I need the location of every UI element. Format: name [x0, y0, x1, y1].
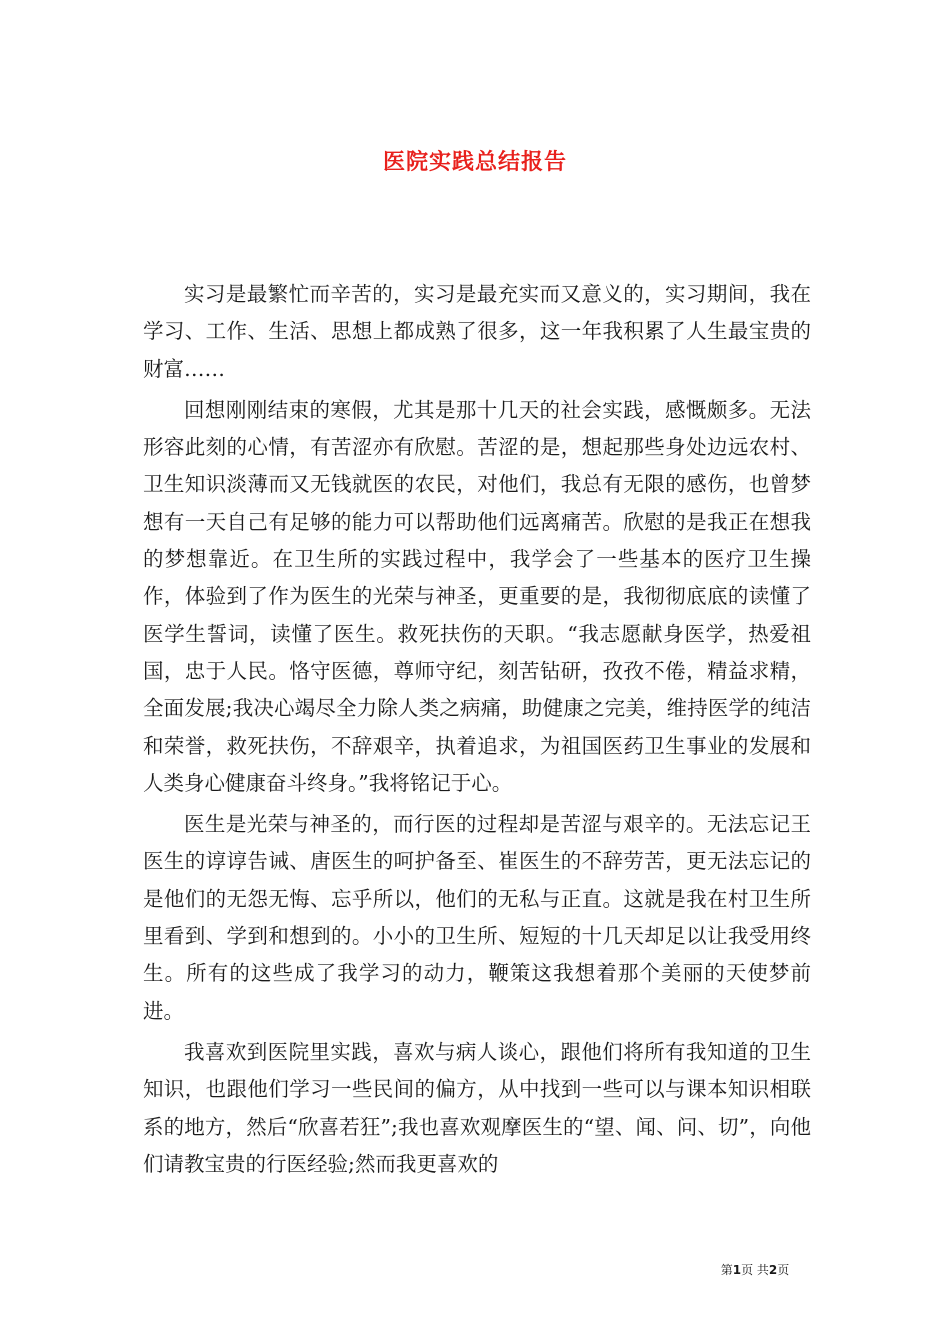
document-body	[143, 276, 811, 1183]
paragraph-doctors: 医生是光荣与神圣的，而行医的过程却是苦涩与艰辛的。无法忘记王医生的谆谆告诫、唐医生的呵护备至、崔医生的不辞劳苦，更无法忘记的是他们的无怨无悔、忘乎所以，他们的无私与正直。这就是我在村卫生所里看到、学到和想到的。小小的卫生所、短短的十几天却足以让我受用终生。所有的这些成了我学习的动力，鞭策这我想着那个美丽的天使梦前进。	[143, 812, 811, 1023]
page-number-footer	[690, 1262, 820, 1278]
current-page-number: 1	[732, 1263, 742, 1277]
document-title: 医院实践总结报告	[382, 148, 567, 175]
footer-prefix: 第	[720, 1263, 733, 1277]
paragraph-intro: 实习是最繁忙而辛苦的，实习是最充实而又意义的，实习期间，我在学习、工作、生活、思想上都成熟了很多，这一年我积累了人生最宝贵的财富……	[143, 282, 811, 381]
footer-suffix: 页	[777, 1263, 790, 1277]
total-pages-number: 2	[768, 1263, 778, 1277]
paragraph-winter-practice: 回想刚刚结束的寒假，尤其是那十几天的社会实践，感慨颇多。无法形容此刻的心情，有苦涩亦有欣慰。苦涩的是，想起那些身处边远农村、卫生知识淡薄而又无钱就医的农民，对他们，我总有无限的感伤，也曾梦想有一天自己有足够的能力可以帮助他们远离痛苦。欣慰的是我正在想我的梦想靠近。在卫生所的实践过程中，我学会了一些基本的医疗卫生操作，体验到了作为医生的光荣与神圣，更重要的是，我彻彻底底的读懂了医学生誓词，读懂了医生。救死扶伤的天职。“我志愿献身医学，热爱祖国，忠于人民。恪守医德，尊师守纪，刻苦钻研，孜孜不倦，精益求精，全面发展;我决心竭尽全力除人类之病痛，助健康之完美，维持医学的纯洁和荣誉，救死扶伤，不辞艰辛，执着追求，为祖国医药卫生事业的发展和人类身心健康奋斗终身。”我将铭记于心。	[143, 397, 811, 795]
footer-middle: 页 共	[741, 1263, 769, 1277]
paragraph-hospital-practice: 我喜欢到医院里实践，喜欢与病人谈心，跟他们将所有我知道的卫生知识，也跟他们学习一些民间的偏方，从中找到一些可以与课本知识相联系的地方，然后“欣喜若狂”;我也喜欢观摩医生的“望、闻、问、切”，向他们请教宝贵的行医经验;然而我更喜欢的	[143, 1039, 811, 1176]
